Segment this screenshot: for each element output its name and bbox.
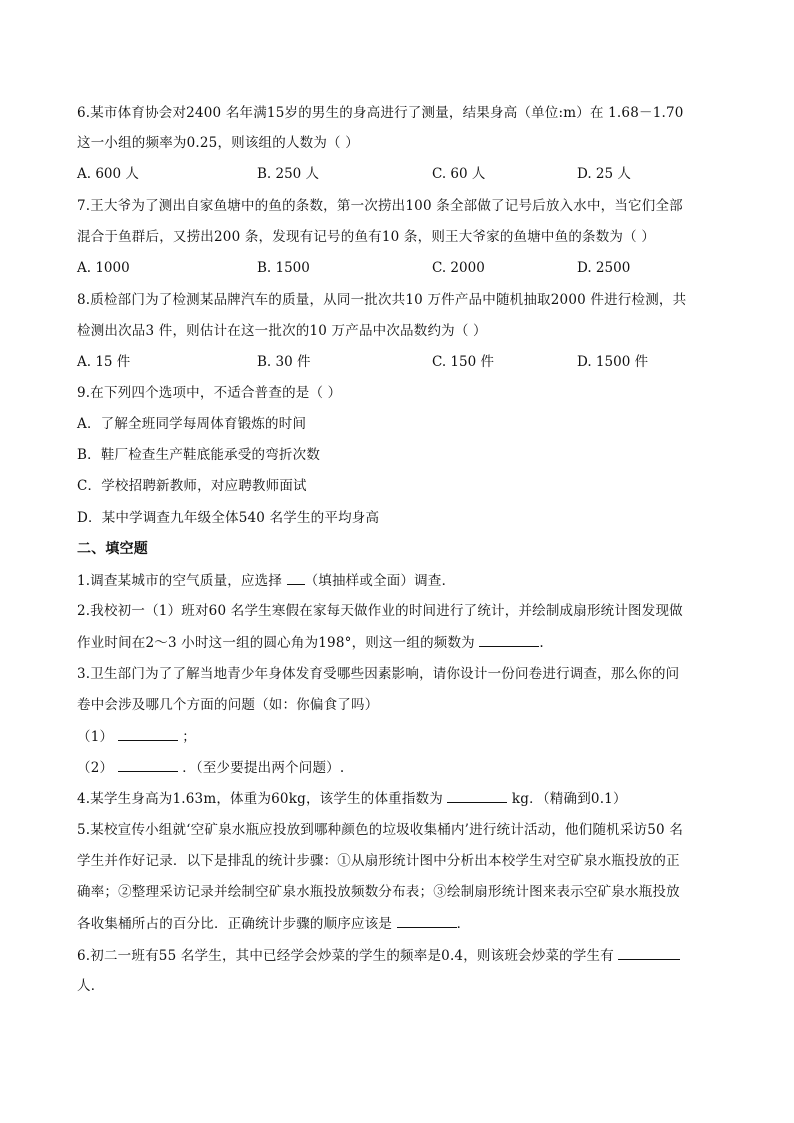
q9-option-a: A．了解全班同学每周体育锻炼的时间 [77,416,307,432]
q7-option-c: C. 2000 [432,260,485,276]
section-heading-fill-in: 二、填空题 [77,541,148,557]
q6-option-b: B. 250 人 [257,166,320,182]
fill4-line [77,789,627,808]
fill5-line3: 确率；②整理采访记录并绘制空矿泉水瓶投放频数分布表；③绘制扇形统计图来表示空矿泉水瓶投放 [77,884,680,900]
fill6-line2: 人． [77,978,105,994]
q6-stem-line2: 这一小组的频率为0.25，则该组的人数为（ ） [77,135,359,151]
fill3-item1-blank[interactable] [118,727,178,741]
q7-option-d: D. 2500 [577,260,631,276]
fill2-line1: 2.我校初一（1）班对60 名学生寒假在家每天做作业的时间进行了统计，并绘制成扇形统计图发现做 [77,603,683,619]
fill2-text-after: . [539,635,544,651]
q6-stem-line1: 6.某市体育协会对2400 名年满15岁的男生的身高进行了测量，结果身高（单位:m）在 1.68－1.70 [77,105,684,121]
fill3-item2 [77,758,344,777]
q8-stem-line2: 检测出次品3 件，则估计在这一批次的10 万产品中次品数约为（ ） [77,323,487,339]
q9-option-c: C．学校招聘新教师，对应聘教师面试 [77,478,307,494]
fill5-answer-blank[interactable] [397,914,457,928]
fill2-answer-blank[interactable] [479,633,539,647]
fill3-line2: 卷中会涉及哪几个方面的问题（如：你偏食了吗） [77,697,379,713]
fill4-text-before: 4.某学生身高为1.63m，体重为60kg，该学生的体重指数为 [77,791,448,807]
q8-option-b: B. 30 件 [257,354,311,370]
q7-option-a: A. 1000 [77,260,130,276]
fill5-line4 [77,914,470,933]
q8-option-a: A. 15 件 [77,354,131,370]
fill3-line1: 3.卫生部门为了了解当地青少年身体发育受哪些因素影响，请你设计一份问卷进行调查，那么你的问 [77,666,680,682]
fill6-line1 [77,946,680,965]
fill3-item1-label: （1） [77,729,114,745]
fill5-line1: 5.某校宣传小组就‘空矿泉水瓶应投放到哪种颜色的垃圾收集桶内’进行统计活动，他们随机采访50 名 [77,822,684,838]
fill3-item2-label: （2） [77,760,114,776]
fill2-text-before: 作业时间在2～3 小时这一组的圆心角为198°，则这一组的频数为 [77,635,480,651]
fill5-text-after: ． [456,916,471,932]
q8-stem-line1: 8.质检部门为了检测某品牌汽车的质量，从同一批次共10 万件产品中随机抽取2000 件进行检测，共 [77,292,687,308]
q6-options [77,165,717,183]
fill4-answer-blank[interactable] [447,789,507,803]
q9-option-b: B．鞋厂检查生产鞋底能承受的弯折次数 [77,447,321,463]
q7-options [77,259,717,277]
q7-option-b: B. 1500 [257,260,310,276]
fill6-answer-blank[interactable] [618,946,680,960]
fill1-text-before: 1.调查某城市的空气质量，应选择 [77,573,287,589]
fill3-item2-blank[interactable] [118,758,178,772]
q7-stem-line2: 混合于鱼群后，又捞出200 条，发现有记号的鱼有10 条，则王大爷家的鱼塘中鱼的条数为（ ） [77,229,656,245]
fill2-line2 [77,633,544,652]
fill3-item1-after: ； [182,729,196,745]
fill5-text-before: 各收集桶所占的百分比．正确统计步骤的顺序应该是 [77,916,397,932]
fill3-item2-after: ．（至少要提出两个问题）. [182,760,345,776]
q7-stem-line1: 7.王大爷为了测出自家鱼塘中的鱼的条数，第一次捞出100 条全部做了记号后放入水中，当它们全部 [77,198,683,214]
q6-option-a: A. 600 人 [77,166,139,182]
fill3-item1 [77,727,196,746]
q9-stem: 9.在下列四个选项中，不适合普查的是（ ） [77,385,342,401]
q6-option-d: D. 25 人 [577,166,631,182]
fill1-answer-blank[interactable] [287,571,305,585]
q9-option-d: D．某中学调查九年级全体540 名学生的平均身高 [77,510,380,526]
q8-options [77,353,717,371]
q8-option-c: C. 150 件 [432,354,494,370]
q8-option-d: D. 1500 件 [577,354,649,370]
fill1-text-after: （填抽样或全面）调查． [304,573,456,589]
fill5-line2: 学生并作好记录．以下是排乱的统计步骤：①从扇形统计图中分析出本校学生对空矿泉水瓶投放的正 [77,853,680,869]
fill4-text-after: kg．（精确到0.1） [507,791,627,807]
fill6-text-before: 6.初二一班有55 名学生，其中已经学会炒菜的学生的频率是0.4，则该班会炒菜的学生有 [77,948,619,964]
q6-option-c: C. 60 人 [432,166,486,182]
fill1-line [77,571,455,590]
